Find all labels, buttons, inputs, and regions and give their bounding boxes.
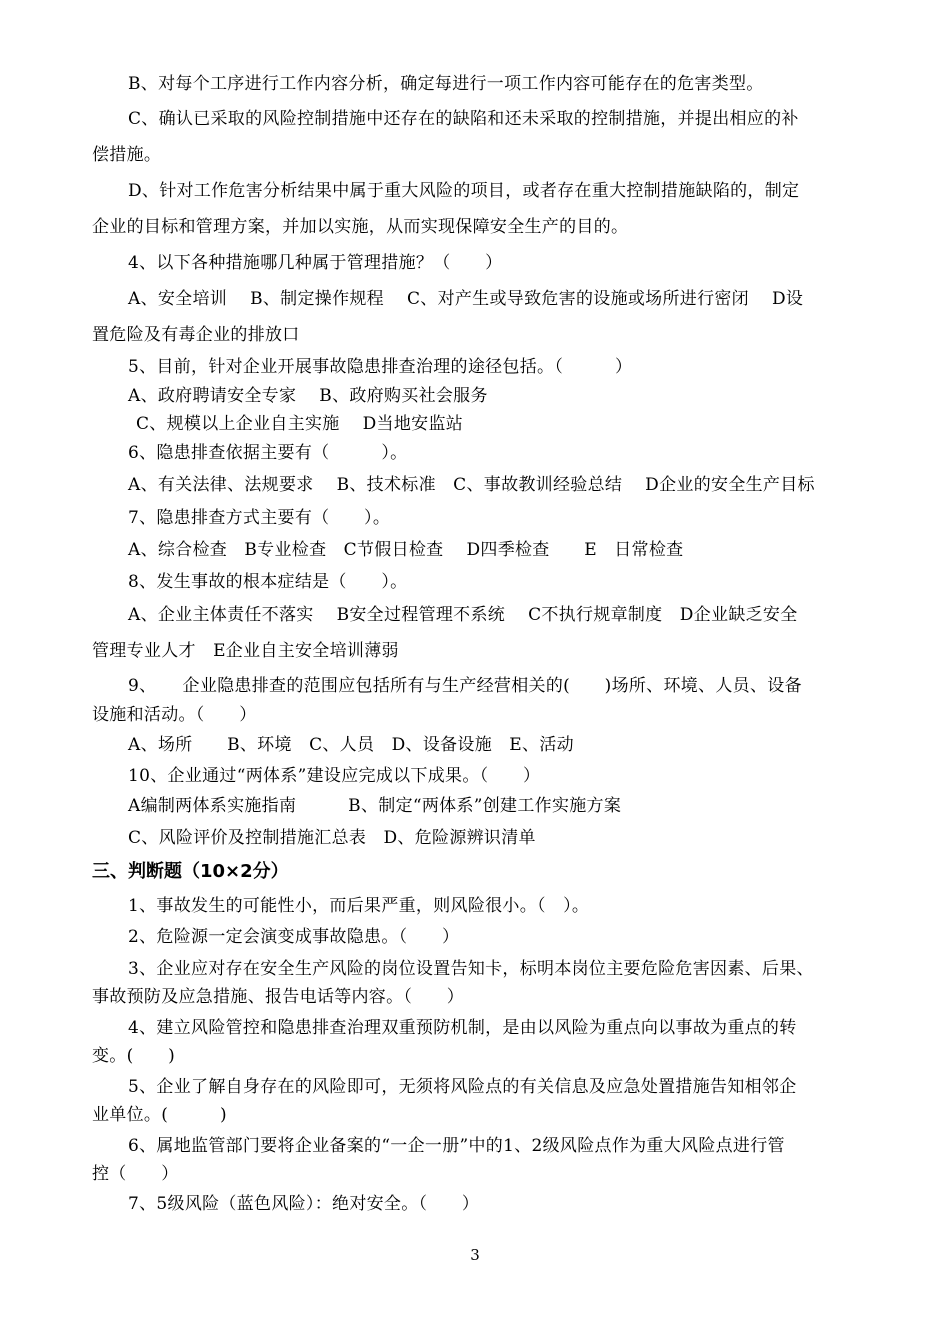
line-d-target: D、针对工作危害分析结果中属于重大风险的项目，或者存在重大控制措施缺陷的，制定 bbox=[128, 181, 800, 201]
tf-question-5: 5、企业了解自身存在的风险即可，无须将风险点的有关信息及应急处置措施告知相邻企 bbox=[128, 1077, 797, 1097]
question-5-options-cd: C、规模以上企业自主实施 D当地安监站 bbox=[136, 414, 464, 434]
question-5-options-ab: A、政府聘请安全专家 B、政府购买社会服务 bbox=[128, 386, 488, 406]
tf-question-3: 3、企业应对存在安全生产风险的岗位设置告知卡，标明本岗位主要危险危害因素、后果、 bbox=[128, 959, 814, 979]
question-10-options-ab: A编制两体系实施指南 B、制定“两体系”创建工作实施方案 bbox=[128, 796, 622, 816]
question-10: 10、企业通过“两体系”建设应完成以下成果。（ ） bbox=[128, 766, 541, 786]
question-8-options: A、企业主体责任不落实 B安全过程管理不系统 C不执行规章制度 D企业缺乏安全 bbox=[128, 605, 798, 625]
line-c-confirm-cont: 偿措施。 bbox=[92, 145, 162, 165]
question-4: 4、以下各种措施哪几种属于管理措施？（ ） bbox=[128, 253, 503, 273]
question-8: 8、发生事故的根本症结是（ ）。 bbox=[128, 572, 408, 592]
line-b-analysis: B、对每个工序进行工作内容分析，确定每进行一项工作内容可能存在的危害类型。 bbox=[128, 74, 764, 94]
question-4-options-cont: 置危险及有毒企业的排放口 bbox=[92, 325, 300, 345]
question-4-options: A、安全培训 B、制定操作规程 C、对产生或导致危害的设施或场所进行密闭 D设 bbox=[128, 289, 804, 309]
section-heading-true-false: 三、判断题（10×2分） bbox=[92, 861, 289, 882]
tf-question-1: 1、事故发生的可能性小，而后果严重，则风险很小。（ ）。 bbox=[128, 896, 590, 916]
tf-question-4-cont: 变。( ) bbox=[92, 1046, 176, 1066]
question-10-options-cd: C、风险评价及控制措施汇总表 D、危险源辨识清单 bbox=[128, 828, 536, 848]
question-6: 6、隐患排查依据主要有（ ）。 bbox=[128, 443, 408, 463]
page-number: 3 bbox=[470, 1246, 480, 1264]
line-d-target-cont: 企业的目标和管理方案，并加以实施，从而实现保障安全生产的目的。 bbox=[92, 217, 629, 237]
question-8-options-cont: 管理专业人才 E企业自主安全培训薄弱 bbox=[92, 641, 399, 661]
question-9-cont: 设施和活动。（ ） bbox=[92, 705, 257, 725]
question-9-options: A、场所 B、环境 C、人员 D、设备设施 E、活动 bbox=[128, 735, 574, 755]
question-7: 7、隐患排查方式主要有（ ）。 bbox=[128, 508, 391, 528]
question-5: 5、目前，针对企业开展事故隐患排查治理的途径包括。（ ） bbox=[128, 357, 633, 377]
question-7-options: A、综合检查 B专业检查 C节假日检查 D四季检查 E 日常检查 bbox=[128, 540, 684, 560]
tf-question-3-cont: 事故预防及应急措施、报告电话等内容。（ ） bbox=[92, 987, 465, 1007]
tf-question-2: 2、危险源一定会演变成事故隐患。（ ） bbox=[128, 927, 460, 947]
tf-question-7: 7、5级风险（蓝色风险）：绝对安全。（ ） bbox=[128, 1194, 480, 1214]
tf-question-6: 6、属地监管部门要将企业备案的“一企一册”中的1、2级风险点作为重大风险点进行管 bbox=[128, 1136, 785, 1156]
tf-question-5-cont: 业单位。( ) bbox=[92, 1105, 227, 1125]
question-6-options: A、有关法律、法规要求 B、技术标准 C、事故教训经验总结 D企业的安全生产目标 bbox=[128, 475, 815, 495]
line-c-confirm: C、确认已采取的风险控制措施中还存在的缺陷和还未采取的控制措施，并提出相应的补 bbox=[128, 109, 799, 129]
tf-question-4: 4、建立风险管控和隐患排查治理双重预防机制，是由以风险为重点向以事故为重点的转 bbox=[128, 1018, 797, 1038]
question-9: 9、 企业隐患排查的范围应包括所有与生产经营相关的( )场所、环境、人员、设备 bbox=[128, 676, 802, 696]
tf-question-6-cont: 控（ ） bbox=[92, 1164, 179, 1184]
